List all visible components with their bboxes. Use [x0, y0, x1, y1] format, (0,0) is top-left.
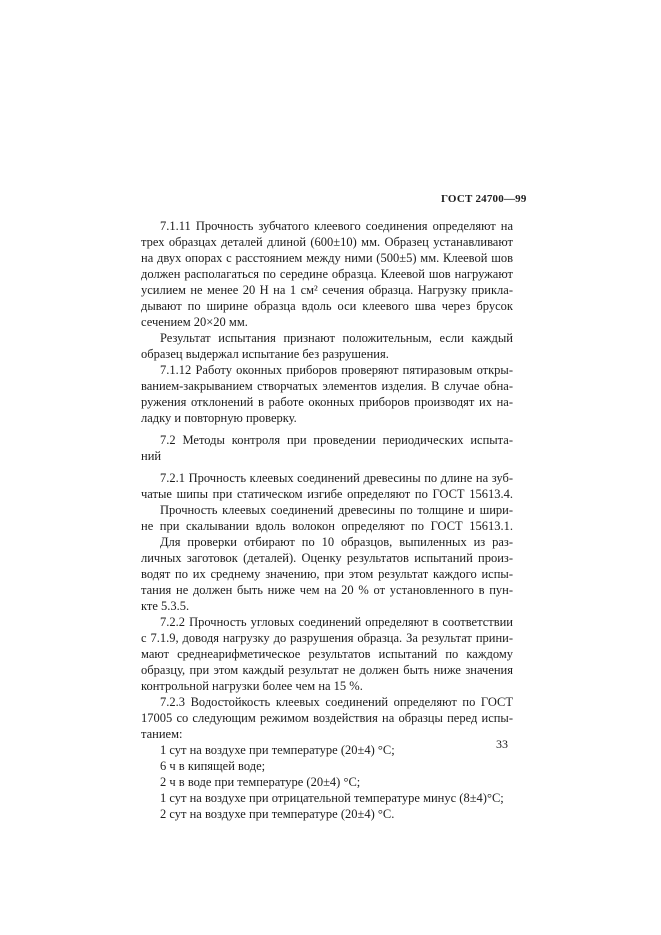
text-line: с 7.1.9, доводя нагрузку до разрушения образца. За результат прини- — [141, 631, 513, 645]
text-line: 7.2.1 Прочность клеевых соединений древесины по длине на зуб- — [160, 471, 513, 485]
text-line: ванием-закрыванием створчатых элементов изделия. В случае обна- — [141, 379, 513, 393]
list-item: 1 сут на воздухе при отрицательной температуре минус (8±4)°С; — [160, 791, 504, 805]
text-line: мают среднеарифметическое результатов испытаний по каждому — [141, 647, 513, 661]
text-line: 7.1.12 Работу оконных приборов проверяют пятиразовым откры- — [160, 363, 513, 377]
text-line: усилием не менее 20 Н на 1 см² сечения образца. Нагрузку прикла- — [141, 283, 513, 297]
text-line: 7.2.3 Водостойкость клеевых соединений определяют по ГОСТ — [160, 695, 513, 709]
list-item: 2 сут на воздухе при температуре (20±4) °С. — [160, 807, 395, 821]
text-line: 17005 со следующим режимом воздействия на образцы перед испы- — [141, 711, 513, 725]
text-line: чатые шипы при статическом изгибе определяют по ГОСТ 15613.4. — [141, 487, 513, 501]
text-line: 7.2.2 Прочность угловых соединений определяют в соответствии — [160, 615, 513, 629]
text-line: трех образцах деталей длиной (600±10) мм. Образец устанавливают — [141, 235, 513, 249]
text-line: должен располагаться по середине образца. Клеевой шов нагружают — [141, 267, 513, 281]
text-line: 7.1.11 Прочность зубчатого клеевого соединения определяют на — [160, 219, 513, 233]
text-line: не при скалывании вдоль волокон определяют по ГОСТ 15613.1. — [141, 519, 513, 533]
list-item: 2 ч в воде при температуре (20±4) °С; — [160, 775, 361, 789]
text-line: тания не должен быть ниже чем на 20 % от установленного в пун- — [141, 583, 513, 597]
list-item: 1 сут на воздухе при температуре (20±4) °С; — [160, 743, 395, 757]
text-line: контрольной нагрузки более чем на 15 %. — [141, 679, 363, 693]
text-line: танием: — [141, 727, 183, 741]
section-heading-line: 7.2 Методы контроля при проведении периодических испыта- — [160, 433, 513, 447]
text-line: личных заготовок (деталей). Оценку результатов испытаний произ- — [141, 551, 513, 565]
text-line: образцу, при этом каждый результат не должен быть ниже значения — [141, 663, 513, 677]
text-line: ладку и повторную проверку. — [141, 411, 297, 425]
text-line: на двух опорах с расстоянием между ними (500±5) мм. Клеевой шов — [141, 251, 513, 265]
text-line: образец выдержал испытание без разрушения. — [141, 347, 389, 361]
text-line: ружения отклонений в работе оконных приборов производят их на- — [141, 395, 513, 409]
section-heading-line: ний — [141, 449, 162, 463]
text-line: Прочность клеевых соединений древесины по толщине и шири- — [160, 503, 513, 517]
text-line: Для проверки отбирают по 10 образцов, выпиленных из раз- — [160, 535, 513, 549]
text-line: водят по их среднему значению, при этом результат каждого испы- — [141, 567, 513, 581]
text-line: кте 5.3.5. — [141, 599, 190, 613]
text-line: сечением 20×20 мм. — [141, 315, 248, 329]
standard-header: ГОСТ 24700—99 — [441, 193, 527, 205]
text-line: дывают по ширине образца вдоль оси клеевого шва через брусок — [141, 299, 513, 313]
page-number: 33 — [496, 737, 508, 751]
list-item: 6 ч в кипящей воде; — [160, 759, 266, 773]
text-line: Результат испытания признают положительным, если каждый — [160, 331, 513, 345]
